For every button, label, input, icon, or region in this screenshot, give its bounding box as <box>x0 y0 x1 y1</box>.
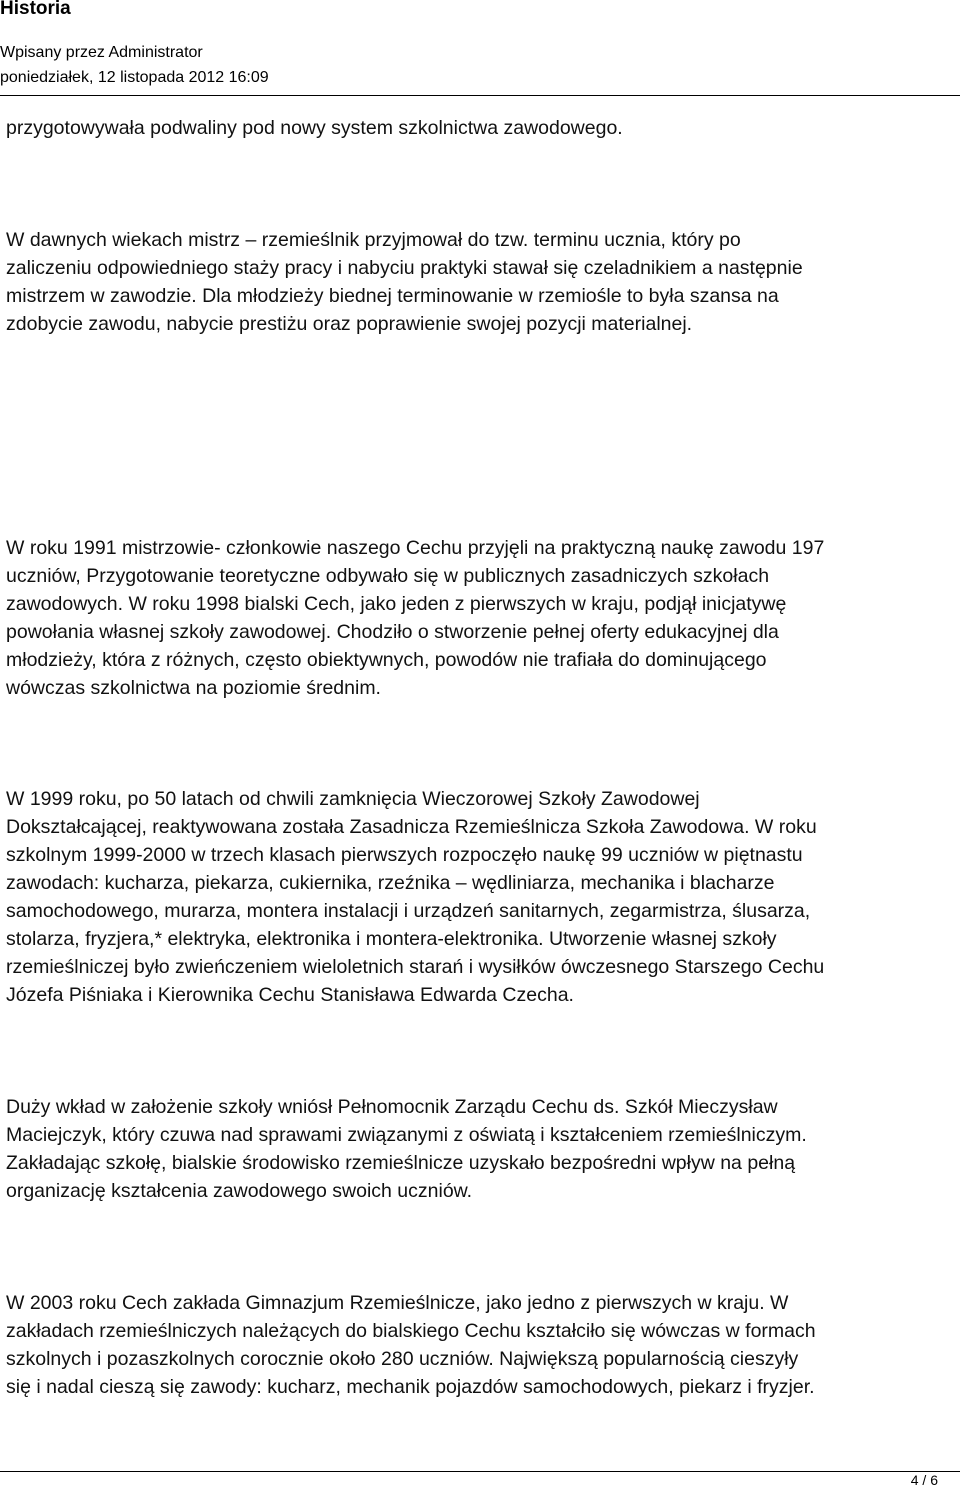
paragraph-line: rzemieślniczej było zwieńczeniem wieloletnich starań i wysiłków ówczesnego Starszego Cechu <box>6 956 825 978</box>
paragraph-line: uczniów, Przygotowanie teoretyczne odbywało się w publicznych zasadniczych szkołach <box>6 565 770 587</box>
author-line: Wpisany przez Administrator <box>0 44 203 61</box>
paragraph-line: stolarza, fryzjera,* elektryka, elektronika i montera-elektronika. Utworzenie własnej szkoły <box>6 928 777 950</box>
paragraph-line: zaliczeniu odpowiedniego staży pracy i nabyciu praktyki stawał się czeladnikiem a następnie <box>6 257 803 279</box>
paragraph-line: przygotowywała podwaliny pod nowy system szkolnictwa zawodowego. <box>6 117 623 139</box>
page-number: 4 / 6 <box>910 1472 938 1488</box>
paragraph-line: zakładach rzemieślniczych należących do bialskiego Cechu kształciło się wówczas w formach <box>6 1320 816 1342</box>
paragraph-3 <box>6 534 951 702</box>
paragraph-line: wówczas szkolnictwa na poziomie średnim. <box>6 677 381 699</box>
paragraph-5 <box>6 1093 951 1205</box>
paragraph-line: W roku 1991 mistrzowie- członkowie naszego Cechu przyjęli na praktyczną naukę zawodu 197 <box>6 537 825 559</box>
paragraph-line: mistrzem w zawodzie. Dla młodzieży biednej terminowanie w rzemiośle to była szansa na <box>6 285 779 307</box>
paragraph-2 <box>6 226 951 338</box>
footer-divider <box>0 1471 960 1472</box>
paragraph-line: młodzieży, która z różnych, często obiektywnych, powodów nie trafiała do dominującego <box>6 649 767 671</box>
paragraph-line: powołania własnej szkoły zawodowej. Chodziło o stworzenie pełnej oferty edukacyjnej dla <box>6 621 779 643</box>
paragraph-line: szkolnym 1999-2000 w trzech klasach pierwszych rozpoczęło naukę 99 uczniów w piętnastu <box>6 844 803 866</box>
paragraph-line: Maciejczyk, który czuwa nad sprawami związanymi z oświatą i kształceniem rzemieślniczym. <box>6 1124 807 1146</box>
paragraph-line: W dawnych wiekach mistrz – rzemieślnik przyjmował do tzw. terminu ucznia, który po <box>6 229 741 251</box>
paragraph-line: Józefa Piśniaka i Kierownika Cechu Stanisława Edwarda Czecha. <box>6 984 574 1006</box>
paragraph-6 <box>6 1289 951 1401</box>
page-title: Historia <box>0 0 71 19</box>
paragraph-line: W 2003 roku Cech zakłada Gimnazjum Rzemieślnicze, jako jedno z pierwszych w kraju. W <box>6 1292 789 1314</box>
paragraph-line: Duży wkład w założenie szkoły wniósł Pełnomocnik Zarządu Cechu ds. Szkół Mieczysław <box>6 1096 778 1118</box>
header-divider <box>0 95 960 96</box>
paragraph-1 <box>6 114 951 142</box>
paragraph-line: Dokształcającej, reaktywowana została Zasadnicza Rzemieślnicza Szkoła Zawodowa. W roku <box>6 816 817 838</box>
paragraph-line: zdobycie zawodu, nabycie prestiżu oraz poprawienie swojej pozycji materialnej. <box>6 313 693 335</box>
paragraph-line: zawodach: kucharza, piekarza, cukiernika, rzeźnika – wędliniarza, mechanika i blacharze <box>6 872 775 894</box>
paragraph-line: się i nadal cieszą się zawody: kucharz, mechanik pojazdów samochodowych, piekarz i fryzjer. <box>6 1376 815 1398</box>
paragraph-4 <box>6 785 951 1009</box>
date-line: poniedziałek, 12 listopada 2012 16:09 <box>0 69 269 86</box>
paragraph-line: Zakładając szkołę, bialskie środowisko rzemieślnicze uzyskało bezpośredni wpływ na pełną <box>6 1152 796 1174</box>
paragraph-line: samochodowego, murarza, montera instalacji i urządzeń sanitarnych, zegarmistrza, ślusarza, <box>6 900 811 922</box>
paragraph-line: szkolnych i pozaszkolnych corocznie około 280 uczniów. Największą popularnością cieszyły <box>6 1348 799 1370</box>
paragraph-line: organizację kształcenia zawodowego swoich uczniów. <box>6 1180 473 1202</box>
paragraph-line: zawodowych. W roku 1998 bialski Cech, jako jeden z pierwszych w kraju, podjął inicjatywę <box>6 593 787 615</box>
paragraph-line: W 1999 roku, po 50 latach od chwili zamknięcia Wieczorowej Szkoły Zawodowej <box>6 788 700 810</box>
